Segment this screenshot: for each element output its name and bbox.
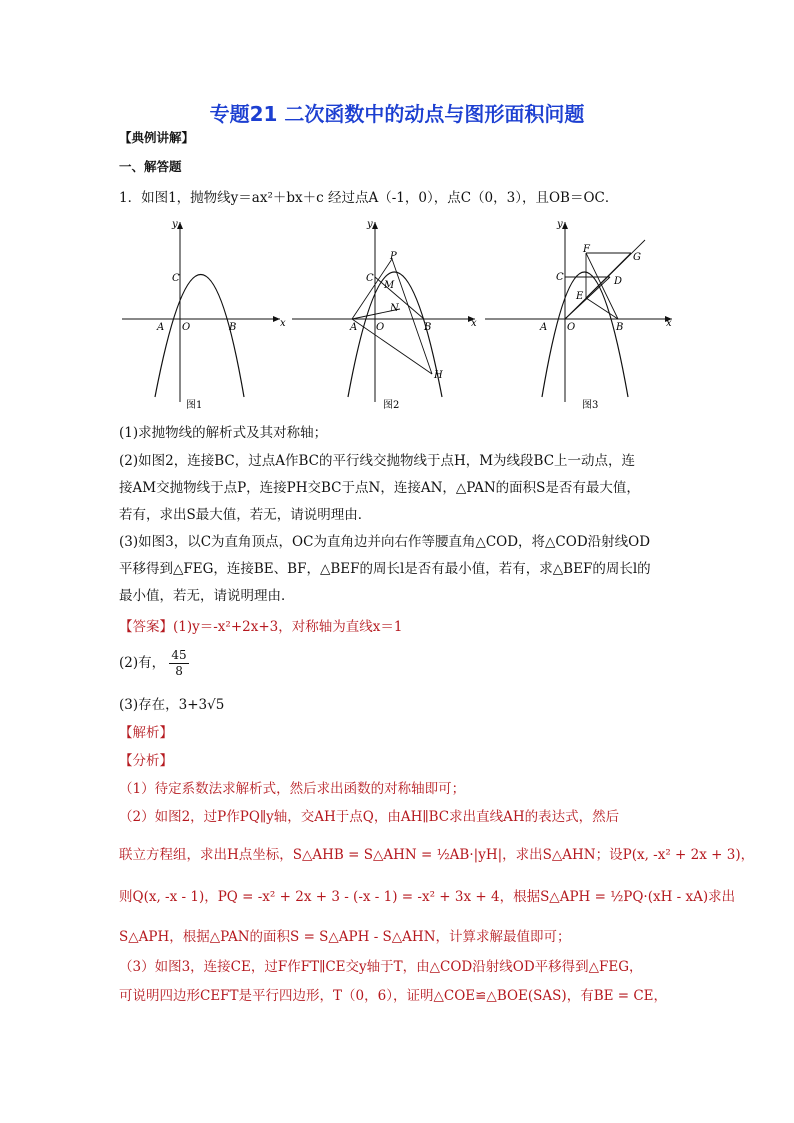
question-2-line-3: 若有，求出S最大值，若无，请说明理由． — [119, 507, 372, 523]
answer-row — [119, 615, 402, 635]
fig3-point-b: B — [616, 322, 624, 333]
analysis-part-1: （1）待定系数法求解析式，然后求出函数的对称轴即可； — [119, 781, 466, 797]
part-label: 一、解答题 — [119, 159, 182, 174]
analysis-part-2-line-4: S△APH，根据△PAN的面积S = S△APH - S△AHN，计算求解最值即可； — [119, 929, 571, 945]
answer-label: 【答案】 — [119, 619, 173, 635]
analysis-part-3-line-1: （3）如图3，连接CE，过F作FT∥CE交y轴于T，由△COD沿射线OD平移得到△FEG， — [119, 959, 643, 975]
analysis-part-2-line-1: （2）如图2，过P作PQ∥y轴，交AH于点Q，由AH∥BC求出直线AH的表达式，然后 — [119, 809, 620, 825]
analysis-part-2-line-3: 则Q(x, -x - 1)，PQ = -x² + 2x + 3 - (-x - 1) = -x² + 3x + 4，根据S△APH = ½PQ·(xH - xA)求出 — [119, 889, 736, 905]
answer-3: (3)存在，3+3√5 — [119, 697, 225, 713]
answer-2-numerator: 45 — [171, 648, 187, 662]
fig3-point-g: G — [633, 252, 641, 263]
figure-graphs — [110, 212, 690, 417]
analysis-part-3-line-2: 可说明四边形CEFT是平行四边形，T（0，6），证明△COE≌△BOE(SAS)，有BE = CE， — [119, 988, 668, 1004]
analysis-label: 【解析】 — [119, 725, 173, 741]
fig1-y-label: y — [172, 219, 178, 230]
answer-2-prefix: (2)有， — [119, 655, 166, 671]
figure-1 — [122, 219, 286, 411]
fig1-point-c: C — [172, 273, 180, 284]
page-title: 专题21 二次函数中的动点与图形面积问题 — [209, 102, 585, 126]
question-2-line-1: (2)如图2，连接BC，过点A作BC的平行线交抛物线于点H，M为线段BC上一动点，连 — [119, 453, 636, 469]
fig3-point-c: C — [556, 272, 564, 283]
question-3-line-3: 最小值，若无，请说明理由． — [119, 588, 295, 604]
question-3-line-2: 平移得到△FEG，连接BE、BF，△BEF的周长l是否有最小值，若有，求△BEF的周长l的 — [119, 561, 651, 577]
fig2-point-b: B — [424, 322, 432, 333]
analysis-sub-label: 【分析】 — [119, 753, 173, 769]
fig2-point-h: H — [434, 370, 443, 381]
fig2-point-c: C — [366, 273, 374, 284]
fig1-caption: 图1 — [186, 400, 203, 411]
fig3-point-f: F — [583, 244, 590, 255]
fig2-y-label: y — [367, 219, 373, 230]
fig1-point-b: B — [229, 322, 237, 333]
question-2-line-2: 接AM交抛物线于点P，连接PH交BC于点N，连接AN，△PAN的面积S是否有最大值， — [119, 480, 640, 496]
fig2-point-a: A — [350, 322, 358, 333]
answer-2-fraction — [169, 648, 188, 679]
fig2-point-m: M — [384, 280, 395, 291]
answer-2-denominator: 8 — [175, 664, 183, 678]
fig2-point-p: P — [390, 251, 397, 262]
figure-3 — [485, 219, 672, 411]
analysis-part-2-line-2: 联立方程组，求出H点坐标，S△AHB = S△AHN = ½AB·|yH|，求出S△AHN；设P(x, -x² + 2x + 3)， — [119, 847, 755, 863]
fig3-point-d: D — [614, 276, 623, 287]
fig2-caption: 图2 — [383, 400, 400, 411]
figure-2 — [292, 219, 477, 411]
answer-2 — [119, 648, 189, 679]
fig3-point-a: A — [540, 322, 548, 333]
question-3-line-1: (3)如图3，以C为直角顶点，OC为直角边并向右作等腰直角△COD，将△COD沿射线OD — [119, 534, 651, 550]
fig2-x-label: x — [471, 318, 477, 329]
fig3-point-e: E — [576, 291, 584, 302]
fig2-point-o: O — [376, 322, 385, 333]
fig1-x-label: x — [280, 318, 286, 329]
question-1: (1)求抛物线的解析式及其对称轴； — [119, 425, 328, 441]
fig1-point-o: O — [182, 322, 191, 333]
fig3-point-o: O — [567, 322, 576, 333]
fig1-point-a: A — [157, 322, 165, 333]
fig2-point-n: N — [390, 303, 399, 314]
section-label: 【典例讲解】 — [119, 130, 195, 145]
fig3-caption: 图3 — [582, 400, 599, 411]
answer-1: (1)y＝-x²+2x+3，对称轴为直线x＝1 — [173, 619, 403, 635]
fig3-x-label: x — [666, 318, 672, 329]
fig3-y-label: y — [557, 219, 563, 230]
problem-stem: 1．如图1，抛物线y＝ax²＋bx＋c 经过点A（-1，0），点C（0，3），且OB＝OC． — [119, 190, 619, 206]
